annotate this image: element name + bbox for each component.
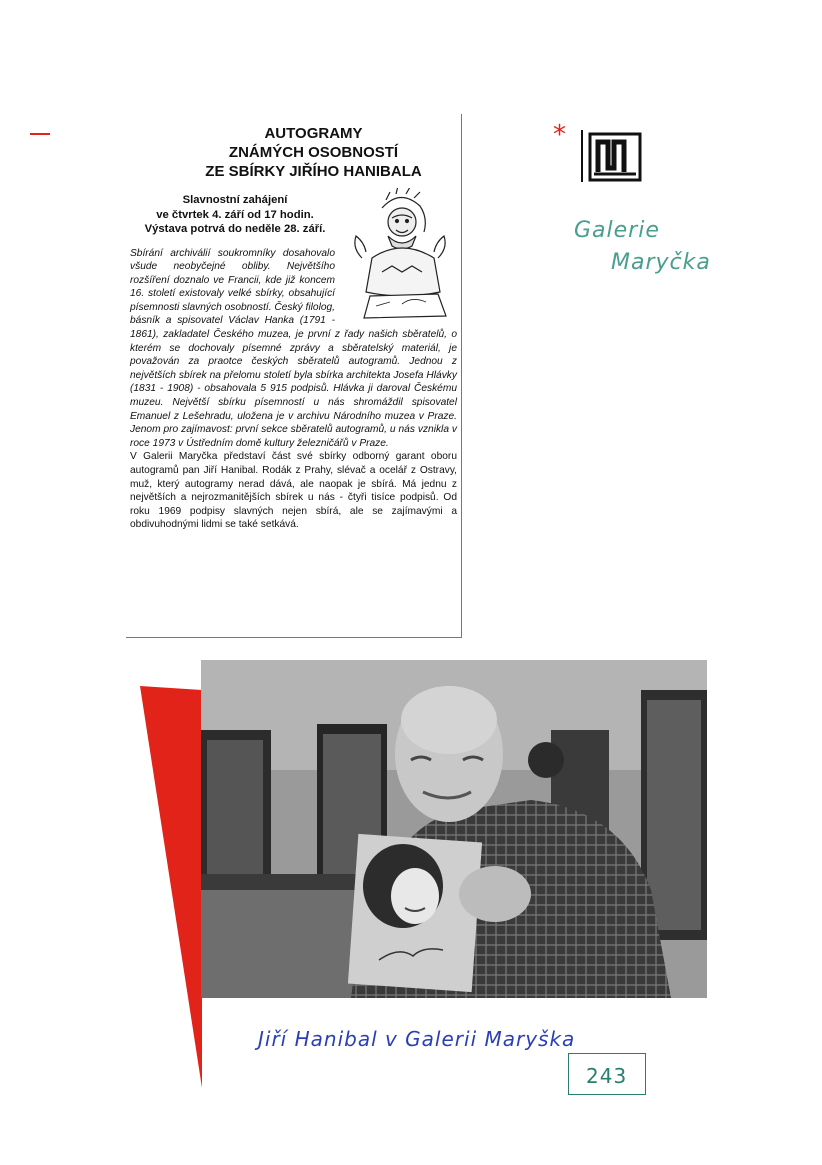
handwritten-gallery-line-2: Maryčka xyxy=(611,250,711,275)
event-line-1: Slavnostní zahájení xyxy=(182,194,288,206)
red-asterisk-mark: * xyxy=(553,120,566,150)
event-info xyxy=(130,193,340,237)
title-line-2: ZNÁMÝCH OSOBNOSTÍ xyxy=(228,144,399,161)
red-dash-mark xyxy=(30,133,50,135)
title-line-3: ZE SBÍRKY JIŘÍHO HANIBALA xyxy=(205,163,422,180)
gallery-logo-icon xyxy=(580,128,644,184)
clipping-title xyxy=(170,124,457,181)
handwritten-photo-caption: Jiří Hanibal v Galerii Maryška xyxy=(258,1027,576,1051)
event-line-3: Výstava potrvá do neděle 28. září. xyxy=(144,223,326,235)
red-triangle-decoration xyxy=(140,686,202,1088)
handwritten-page-number: 243 xyxy=(586,1064,628,1088)
event-line-2: ve čtvrtek 4. září od 17 hodin. xyxy=(156,208,314,221)
handwritten-gallery-line-1: Galerie xyxy=(574,218,660,243)
jester-drawing-illustration xyxy=(342,188,458,326)
article-regular-paragraph: V Galerii Maryčka představí část své sbírky odborný garant oboru autogramů pan Jiří Hanibal. Rodák z Prahy, slévač a ocelář z Ostravy, muž, který autogramy nerad dává, ale naopak je sbírá. Má jednu z největších a nejrozmanitějších sbírek u nás - čtyři tisíce podpisů. Od roku 1969 podpisy slavných nejen sbírá, ale se zajímavými a obdivuhodnými lidmi se také setkává. xyxy=(130,451,457,531)
article-italic-paragraph: Sbírání archiválií soukromníky dosahovalo všude neobyčejné obliby. Největšího rozšíření doznalo ve Francii, kde již koncem 16. století existovaly velké sbírky, obsahující písemnosti slavných osobností. Český filolog, básník a spisovatel Václav Hanka (1791 - 1861), zakladatel Českého muzea, je první z řady našich sběratelů, o kterém se dochovaly písemné zprávy a sběratelský materiál, je považován za praotce českých sběratelů autogramů. Jednou z největších sbírek na přelomu století byla sbírka architekta Josefa Hlávky (1831 - 1908) - obsahovala 5 915 podpisů. Hlávka ji daroval Českému muzeu. Největší sbírku písemností u nás shromáždil spisovatel Emanuel z Lešehradu, uložena je v archivu Národního muzea v Praze. Jenom pro zajímavost: první sekce sběratelů autogramů, u nás vznikla v roce 1973 v Ústředním domě kultury železničářů v Praze. xyxy=(130,247,457,449)
title-line-1: AUTOGRAMY xyxy=(264,125,363,142)
newspaper-clipping xyxy=(126,114,462,638)
portrait-photograph xyxy=(201,660,707,998)
